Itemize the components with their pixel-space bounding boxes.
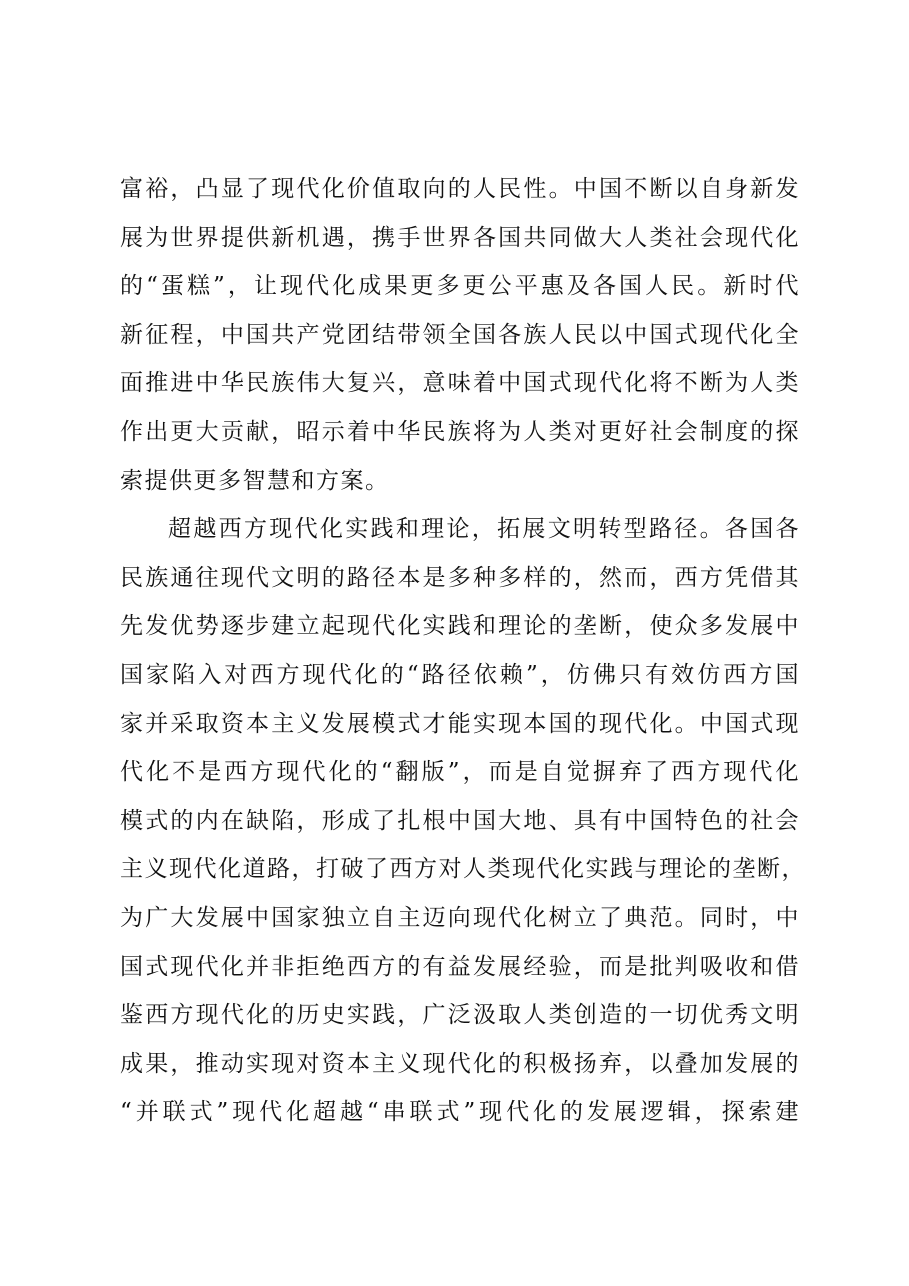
text-line: 为广大发展中国家独立自主迈向现代化树立了典范。同时，中 <box>120 904 800 931</box>
body-text <box>120 165 806 1137</box>
text-line: 索提供更多智慧和方案。 <box>120 467 390 494</box>
text-line: 模式的内在缺陷，形成了扎根中国大地、具有中国特色的社会 <box>120 807 800 834</box>
text-line: 作出更大贡献，昭示着中华民族将为人类对更好社会制度的探 <box>120 418 800 445</box>
text-line: 民族通往现代文明的路径本是多种多样的，然而，西方凭借其 <box>120 564 800 591</box>
text-line: 鉴西方现代化的历史实践，广泛汲取人类创造的一切优秀文明 <box>120 1002 800 1029</box>
paragraph-first-line: 超越西方现代化实践和理论，拓展文明转型路径。各国各 <box>168 516 800 543</box>
text-line: 国家陷入对西方现代化的“路径依赖”，仿佛只有效仿西方国 <box>120 661 800 688</box>
text-line: 主义现代化道路，打破了西方对人类现代化实践与理论的垄断， <box>120 856 806 883</box>
text-line: “并联式”现代化超越“串联式”现代化的发展逻辑，探索建 <box>120 1099 800 1126</box>
text-line: 国式现代化并非拒绝西方的有益发展经验，而是批判吸收和借 <box>120 953 800 980</box>
text-line: 代化不是西方现代化的“翻版”，而是自觉摒弃了西方现代化 <box>120 759 800 786</box>
text-line: 先发优势逐步建立起现代化实践和理论的垄断，使众多发展中 <box>120 613 800 640</box>
text-line: 的“蛋糕”，让现代化成果更多更公平惠及各国人民。新时代 <box>120 273 800 300</box>
text-line: 展为世界提供新机遇，携手世界各国共同做大人类社会现代化 <box>120 224 800 251</box>
text-line: 面推进中华民族伟大复兴，意味着中国式现代化将不断为人类 <box>120 370 800 397</box>
text-line: 富裕，凸显了现代化价值取向的人民性。中国不断以自身新发 <box>120 176 800 202</box>
text-line: 家并采取资本主义发展模式才能实现本国的现代化。中国式现 <box>120 710 800 737</box>
text-line: 成果，推动实现对资本主义现代化的积极扬弃，以叠加发展的 <box>120 1050 800 1077</box>
text-line: 新征程，中国共产党团结带领全国各族人民以中国式现代化全 <box>120 321 800 348</box>
